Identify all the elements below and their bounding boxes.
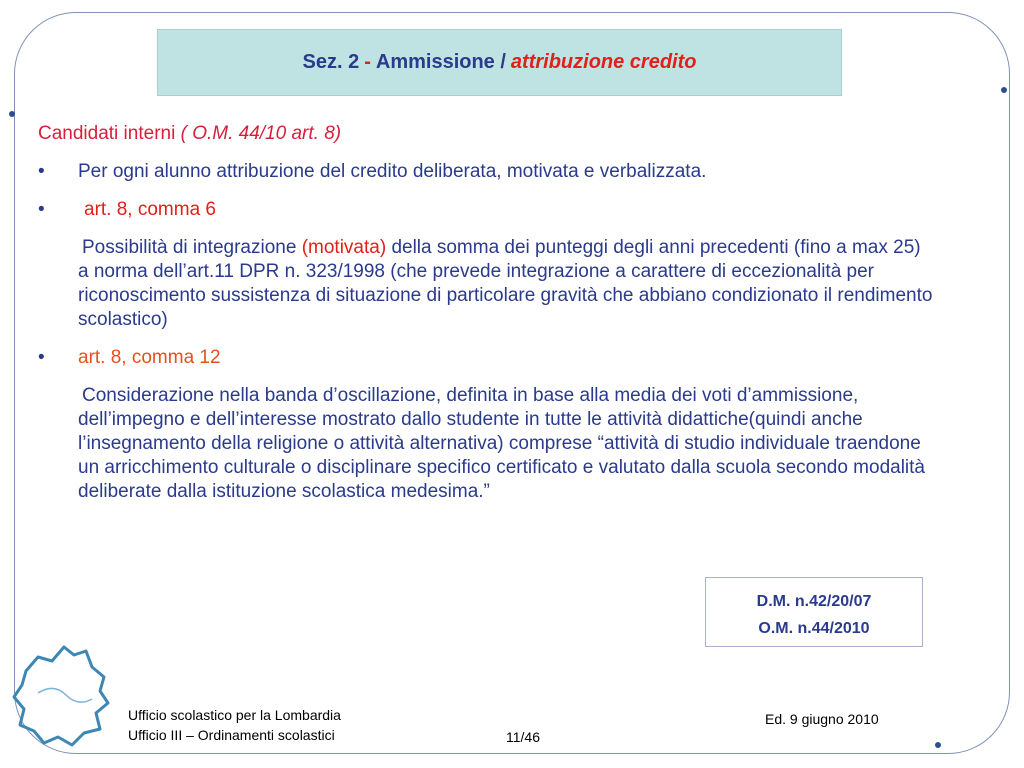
footer-edition: Ed. 9 giugno 2010 <box>765 711 879 727</box>
title-admission: Ammissione / <box>375 51 506 73</box>
bullet-item-2 <box>38 198 938 222</box>
reference-dm: D.M. n.42/20/07 <box>756 593 872 610</box>
bullet-item-1 <box>38 160 938 184</box>
title-credit: attribuzione credito <box>510 51 697 73</box>
heading-reference: ( O.M. 44/10 art. 8) <box>180 123 342 144</box>
bullet-icon: • <box>38 347 45 368</box>
frame-dot-right <box>1001 87 1007 93</box>
reference-om: O.M. n.44/2010 <box>758 620 870 637</box>
references-box <box>705 577 923 647</box>
bullet-icon: • <box>38 199 45 220</box>
bullet-article: art. 8, comma 12 <box>78 347 221 368</box>
para1-after: della somma dei punteggi degli anni precedenti (fino a max 25) <box>391 237 921 258</box>
paragraph-integration <box>38 236 938 332</box>
title-section: Sez. 2 <box>302 51 360 73</box>
page-number: 11/46 <box>506 729 540 745</box>
para1-highlight: (motivata) <box>301 237 387 258</box>
paragraph-oscillation: Considerazione nella banda d’oscillazione, definita in base alla media dei voti d’ammissione, dell’impegno e dell’interesse mostrato dallo studente in tutte le attività didattiche(quindi anche l’insegnamento della religione o attività alternativa) comprese “attività di studio individuale traendone un arricchimento culturale o disciplinare specifico certificato e valutato dalla scuola secondo modalità deliberate dalla istituzione scolastica medesima.” <box>78 385 926 502</box>
bullet-item-3 <box>38 346 938 370</box>
title-separator: - <box>364 51 371 73</box>
bullet-text: Per ogni alunno attribuzione del credito deliberata, motivata e verbalizzata. <box>78 161 707 182</box>
slide-title <box>157 29 842 96</box>
footer-office: Ufficio scolastico per la Lombardia <box>128 707 341 723</box>
bullet-article: art. 8, comma 6 <box>84 199 216 220</box>
para1-line2: a norma dell’art.11 DPR n. 323/1998 (che prevede integrazione a carattere di eccezionalità per riconoscimento sussistenza di situazione di particolare gravità che abbiano condizionato il rendimento scolastico) <box>78 261 933 330</box>
frame-dot-bottom <box>935 742 941 748</box>
section-heading <box>38 122 938 146</box>
frame-dot-left <box>9 111 15 117</box>
heading-text: Candidati interni <box>38 123 176 144</box>
footer-department: Ufficio III – Ordinamenti scolastici <box>128 727 335 743</box>
bullet-icon: • <box>38 161 45 182</box>
slide-body <box>38 122 938 518</box>
lombardia-region-map-icon <box>8 633 116 753</box>
para1-before: Possibilità di integrazione <box>82 237 297 258</box>
